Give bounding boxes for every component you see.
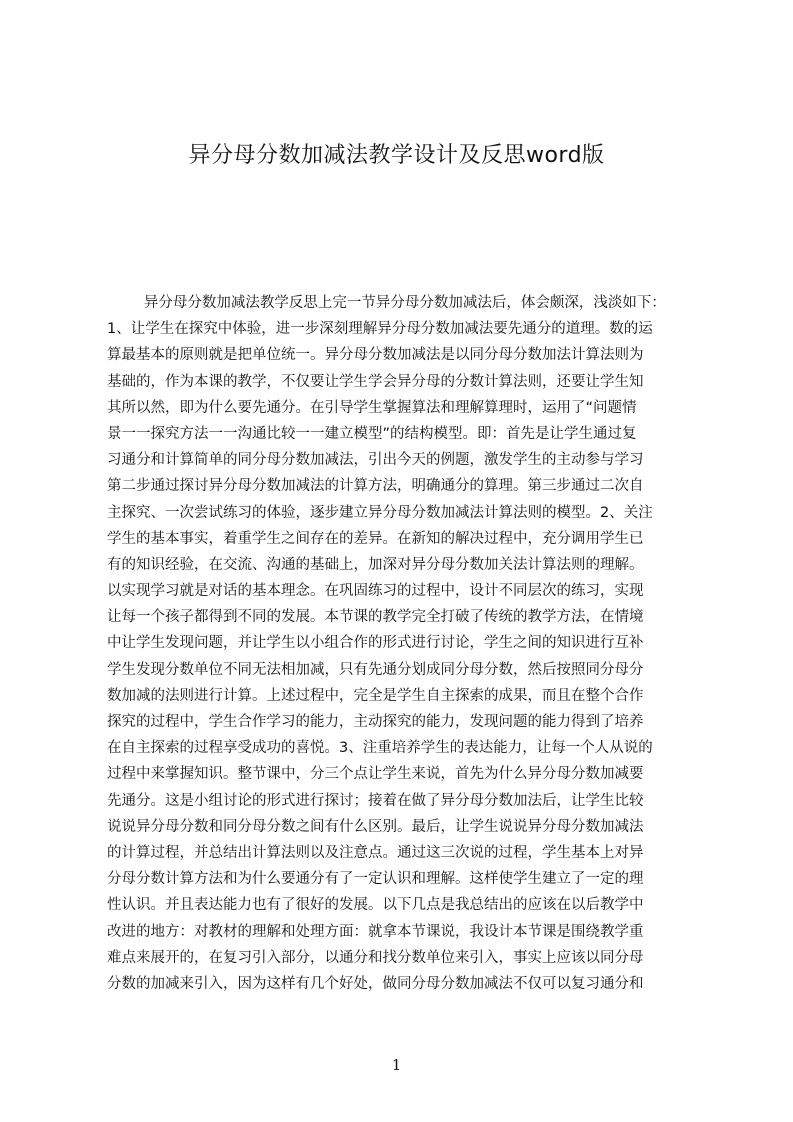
body-line: 第二步通过探讨异分母分数加减法的计算方法，明确通分的算理。第三步通过二次自: [107, 478, 644, 495]
document-body: [107, 290, 697, 997]
body-line: 以实现学习就是对话的基本理念。在巩固练习的过程中，设计不同层次的练习，实现: [107, 583, 644, 600]
page-number: 1: [391, 1056, 402, 1074]
body-line: 其所以然，即为什么要先通分。在引导学生掌握算法和理解算理时，运用了“问题情: [107, 399, 637, 416]
body-line: 过程中来掌握知识。整节课中，分三个点让学生来说，首先为什么异分母分数加减要: [107, 766, 644, 783]
body-line: 算最基本的原则就是把单位统一。异分母分数加减法是以同分母分数加法计算法则为: [107, 347, 644, 364]
body-line: 分数的加减来引入，因为这样有几个好处，做同分母分数加减法不仅可以复习通分和: [107, 975, 644, 992]
body-line: 先通分。这是小组讨论的形式进行探讨；接着在做了异分母分数加法后，让学生比较: [107, 792, 644, 809]
body-line: 分母分数计算方法和为什么要通分有了一定认识和理解。这样使学生建立了一定的理: [107, 871, 644, 888]
body-line: 让每一个孩子都得到不同的发展。本节课的教学完全打破了传统的教学方法，在情境: [107, 609, 644, 626]
body-line: 有的知识经验，在交流、沟通的基础上，加深对异分母分数加关法计算法则的理解。: [107, 556, 644, 573]
body-line: 1、让学生在探究中体验，进一步深刻理解异分母分数加减法要先通分的道理。数的运: [107, 321, 653, 338]
body-line: 主探究、一次尝试练习的体验，逐步建立异分母分数加减法计算法则的模型。2、关注: [107, 504, 653, 521]
body-line: 探究的过程中，学生合作学习的能力，主动探究的能力，发现问题的能力得到了培养: [107, 714, 644, 730]
document-title: 异分母分数加减法教学设计及反思word版: [188, 143, 605, 168]
body-line: 说说异分母分数和同分母分数之间有什么区别。最后，让学生说说异分母分数加减法: [107, 818, 644, 835]
body-line: 异分母分数加减法教学反思上完一节异分母分数加减法后，体会颇深，浅淡如下：: [107, 295, 666, 311]
body-line: 改进的地方：对教材的理解和处理方面：就拿本节课说，我设计本节课是围绕教学重: [107, 923, 644, 940]
body-line: 难点来展开的，在复习引入部分，以通分和找分数单位来引入，事实上应该以同分母: [107, 949, 644, 966]
body-line: 基础的，作为本课的教学，不仅要让学生学会异分母的分数计算法则，还要让学生知: [107, 373, 644, 390]
body-line: 中让学生发现问题，并让学生以小组合作的形式进行讨论，学生之间的知识进行互补: [107, 635, 644, 652]
body-line: 景一一探究方法一一沟通比较一一建立模型”的结构模型。即：首先是让学生通过复: [107, 425, 637, 442]
body-line: 习通分和计算简单的同分母分数加减法，引出今天的例题，激发学生的主动参与学习: [107, 452, 644, 469]
body-line: 数加减的法则进行计算。上述过程中，完全是学生自主探索的成果，而且在整个合作: [107, 687, 644, 704]
body-line: 在自主探索的过程享受成功的喜悦。3、注重培养学生的表达能力，让每一个人从说的: [107, 740, 653, 757]
body-line: 性认识。并且表达能力也有了很好的发展。以下几点是我总结出的应该在以后教学中: [107, 897, 644, 914]
body-line: 学生的基本事实，着重学生之间存在的差异。在新知的解决过程中，充分调用学生已: [107, 530, 644, 547]
body-line: 学生发现分数单位不同无法相加减，只有先通分划成同分母分数，然后按照同分母分: [107, 661, 644, 678]
body-line: 的计算过程，并总结出计算法则以及注意点。通过这三次说的过程，学生基本上对异: [107, 844, 644, 861]
